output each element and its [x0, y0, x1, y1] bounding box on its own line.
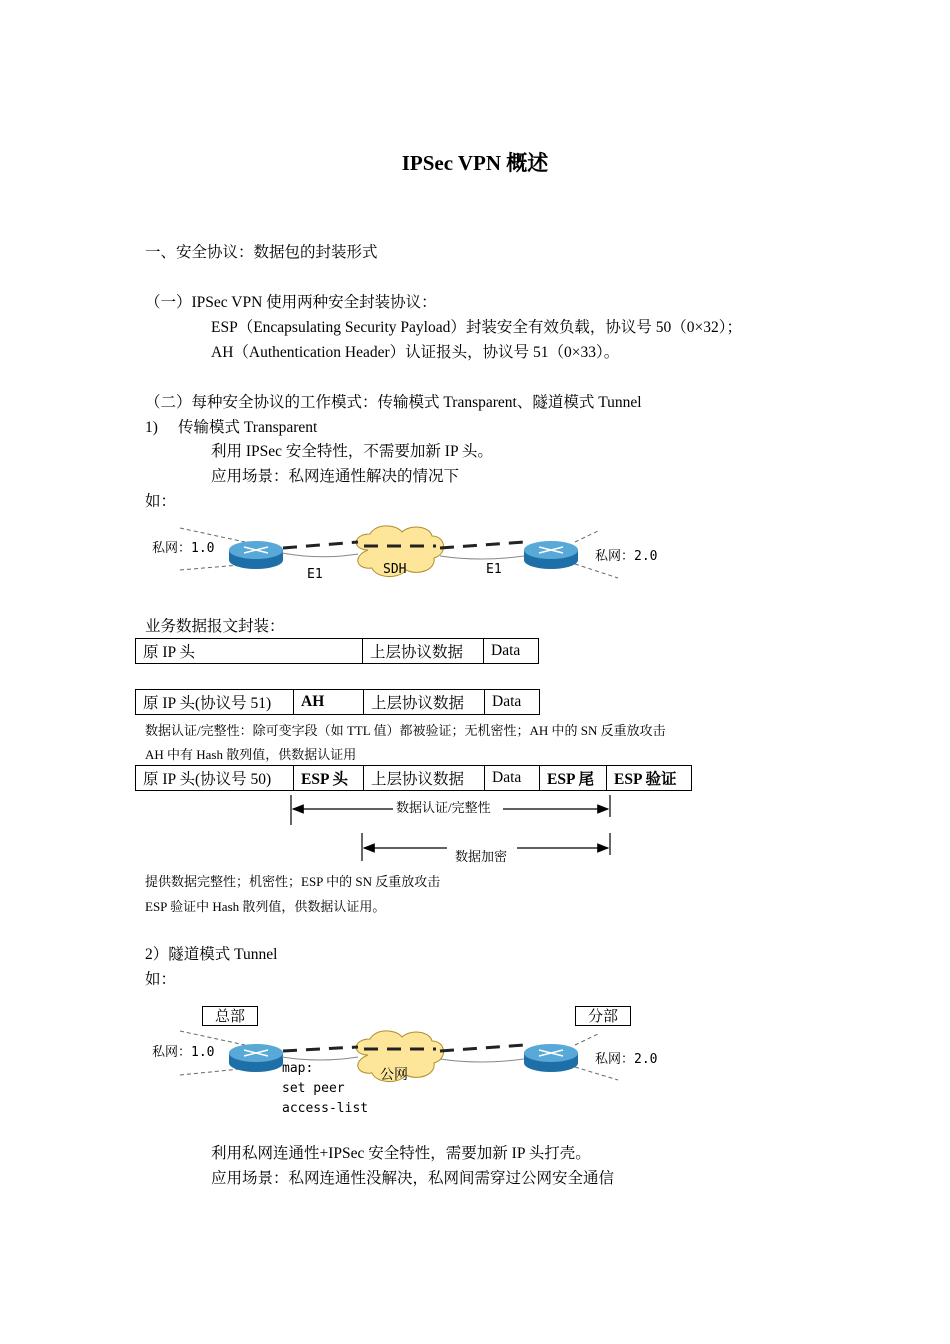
hq-label: 总部	[202, 1006, 258, 1026]
cell-orig-ip: 原 IP 头	[136, 639, 363, 664]
tunnel-line2: 应用场景：私网连通性没解决，私网间需穿过公网安全通信	[211, 1170, 615, 1187]
packet-ah	[135, 689, 540, 715]
subsection-modes: （二）每种安全协议的工作模式：传输模式 Transparent、隧道模式 Tunnel	[145, 394, 642, 411]
page-title: IPSec VPN 概述	[401, 151, 549, 175]
transport-right-network-label: 私网：2.0	[595, 549, 658, 564]
subsection-protocols: （一）IPSec VPN 使用两种安全封装协议：	[145, 294, 437, 311]
config-line-acl: access-list	[282, 1101, 369, 1116]
transport-line1: 利用 IPSec 安全特性，不需要加新 IP 头。	[211, 443, 493, 460]
cell-orig-ip-50: 原 IP 头(协议号 50)	[136, 766, 294, 791]
tunnel-left-network-label: 私网：1.0	[152, 1045, 215, 1060]
tunnel-right-network-label: 私网：2.0	[595, 1052, 658, 1067]
branch-label: 分部	[575, 1006, 631, 1026]
esp-description: ESP（Encapsulating Security Payload）封装安全有效负载，协议号 50（0×32）；	[211, 319, 742, 336]
cell-ah: AH	[294, 690, 364, 715]
cell-upper-data: 上层协议数据	[364, 766, 485, 791]
tunnel-config	[282, 1059, 368, 1119]
tunnel-line1: 利用私网连通性+IPSec 安全特性，需要加新 IP 头打壳。	[211, 1145, 591, 1162]
cell-esp-header: ESP 头	[294, 766, 364, 791]
cell-orig-ip-51: 原 IP 头(协议号 51)	[136, 690, 294, 715]
esp-note-2: ESP 验证中 Hash 散列值，供数据认证用。	[145, 899, 386, 914]
transport-heading: 传输模式 Transparent	[178, 419, 318, 436]
config-line-map: map:	[282, 1061, 314, 1076]
transport-heading-number: 1)	[145, 419, 158, 436]
encapsulation-title: 业务数据报文封装：	[145, 618, 285, 635]
ah-note-1: 数据认证/完整性：除可变字段（如 TTL 值）都被验证；无机密性；AH 中的 SN 反重放攻击	[145, 723, 666, 738]
ah-note-2: AH 中有 Hash 散列值，供数据认证用	[145, 747, 357, 762]
transport-left-network-label: 私网：1.0	[152, 541, 215, 556]
router-left-icon	[229, 541, 283, 569]
transport-link-right-label: E1	[486, 562, 502, 577]
encryption-label: 数据加密	[455, 849, 508, 864]
cell-data: Data	[484, 639, 539, 664]
cell-upper-data: 上层协议数据	[364, 690, 485, 715]
tunnel-cloud-label: 公网	[380, 1067, 408, 1083]
packet-esp	[135, 765, 692, 791]
tunnel-heading: 2）隧道模式 Tunnel	[145, 946, 278, 963]
transport-line2: 应用场景：私网连通性解决的情况下	[211, 468, 460, 485]
transport-example: 如：	[145, 493, 177, 510]
router-hq-icon	[229, 1044, 283, 1072]
cell-esp-trailer: ESP 尾	[540, 766, 607, 791]
router-right-icon	[524, 541, 578, 569]
cell-data: Data	[485, 690, 540, 715]
ah-description: AH（Authentication Header）认证报头，协议号 51（0×33）。	[211, 344, 620, 361]
config-line-peer: set peer	[282, 1081, 345, 1096]
cell-esp-auth: ESP 验证	[607, 766, 692, 791]
esp-note-1: 提供数据完整性；机密性；ESP 中的 SN 反重放攻击	[145, 874, 441, 889]
section-heading: 一、安全协议：数据包的封装形式	[145, 244, 378, 261]
cell-data: Data	[485, 766, 540, 791]
integrity-label: 数据认证/完整性	[396, 800, 491, 815]
transport-cloud-label: SDH	[383, 562, 407, 577]
router-branch-icon	[524, 1044, 578, 1072]
transport-link-left-label: E1	[307, 567, 323, 582]
packet-plain	[135, 638, 539, 664]
cell-upper-data: 上层协议数据	[363, 639, 484, 664]
tunnel-example: 如：	[145, 971, 177, 988]
